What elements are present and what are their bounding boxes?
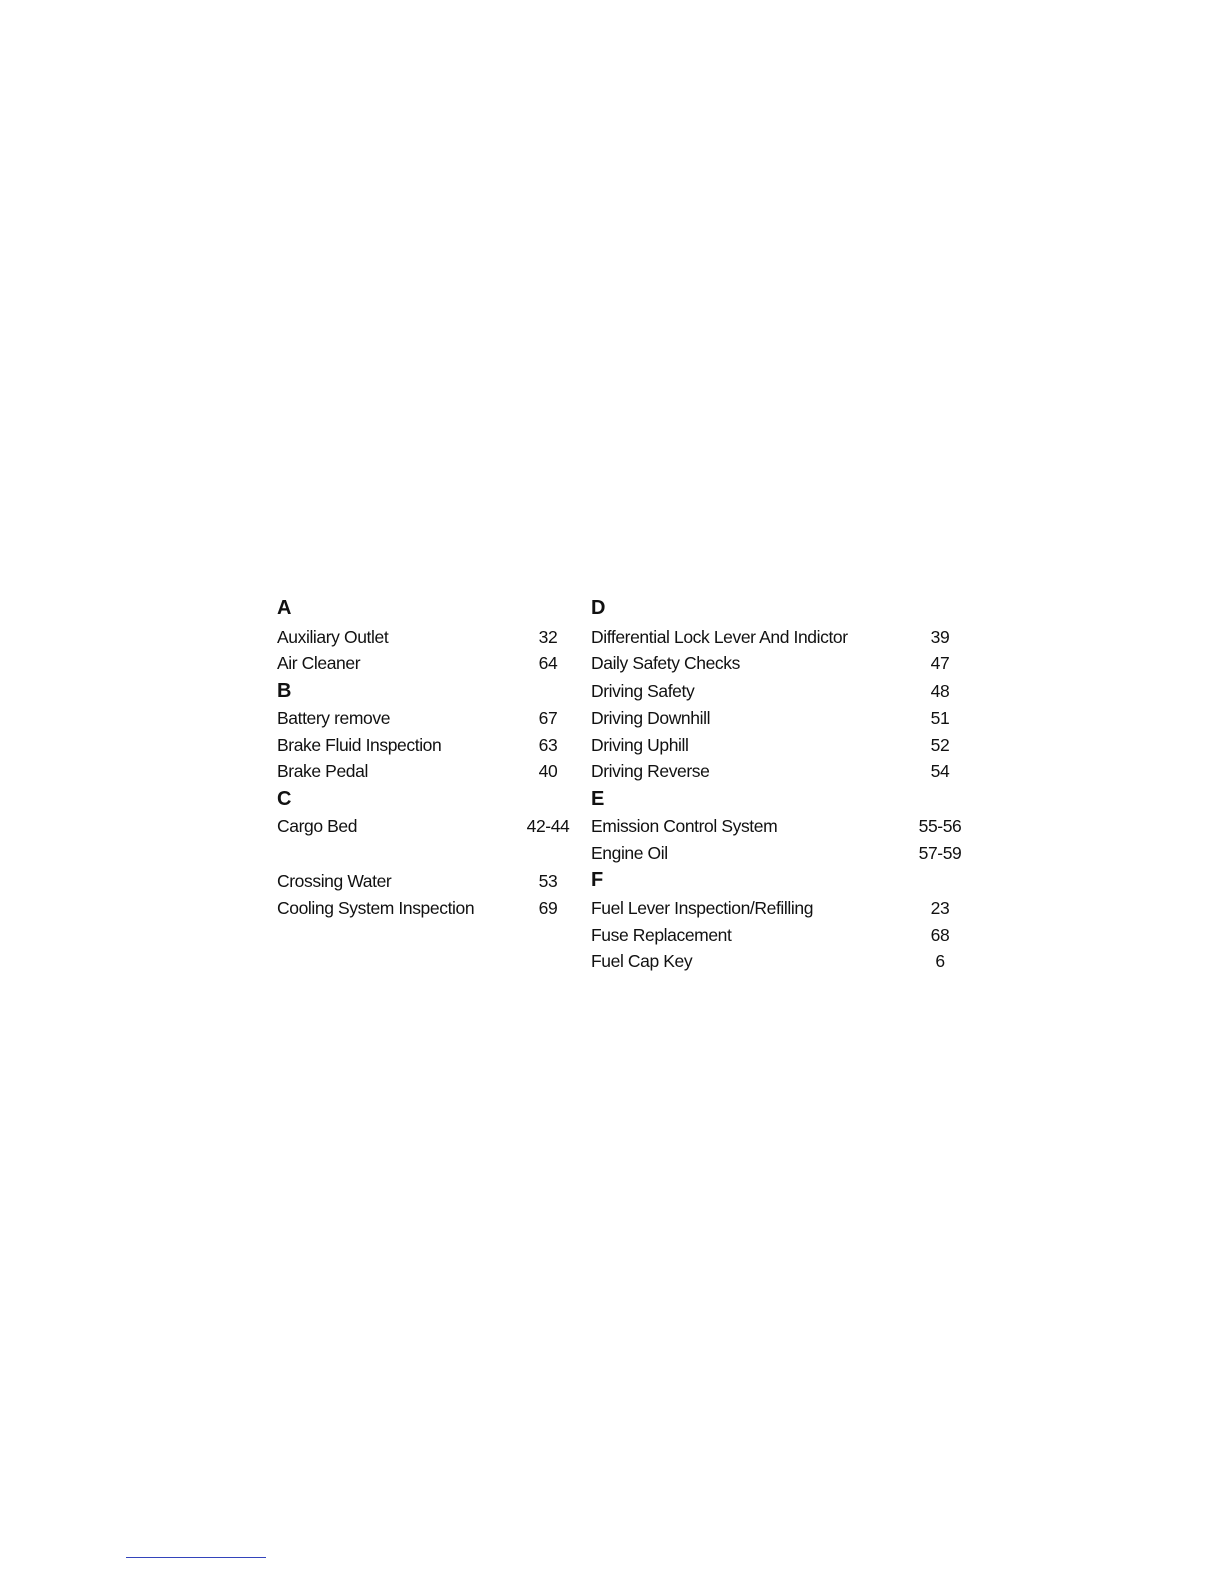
index-entry-page: 53 <box>538 871 558 891</box>
index-entry-label: Cargo Bed <box>277 816 358 836</box>
footnote-separator-line <box>126 1557 266 1558</box>
index-entry-label: Engine Oil <box>591 843 668 863</box>
index-letter-c: C <box>277 788 292 810</box>
index-entry-label: Daily Safety Checks <box>591 653 740 673</box>
index-entry-label: Brake Fluid Inspection <box>277 735 442 755</box>
index-entry-label: Driving Uphill <box>591 735 689 755</box>
index-entry-page: 52 <box>930 735 950 755</box>
index-letter-f: F <box>591 869 604 891</box>
index-entry-page: 42-44 <box>526 816 570 836</box>
index-letter-e: E <box>591 788 605 810</box>
index-entry-label: Fuse Replacement <box>591 925 732 945</box>
index-entry-page: 63 <box>538 735 558 755</box>
index-entry-label: Fuel Lever Inspection/Refilling <box>591 898 814 918</box>
index-entry-page: 39 <box>930 627 950 647</box>
index-entry-page: 40 <box>538 761 558 781</box>
index-entry-label: Cooling System Inspection <box>277 898 475 918</box>
index-entry-label: Air Cleaner <box>277 653 361 673</box>
index-entry-label: Fuel Cap Key <box>591 951 693 971</box>
index-entry-label: Crossing Water <box>277 871 392 891</box>
index-entry-label: Auxiliary Outlet <box>277 627 389 647</box>
index-entry-page: 68 <box>930 925 950 945</box>
index-entry-label: Driving Downhill <box>591 708 711 728</box>
index-entry-page: 51 <box>930 708 950 728</box>
index-entry-label: Driving Reverse <box>591 761 710 781</box>
index-entry-page: 48 <box>930 681 950 701</box>
alphabetical-index <box>277 596 977 986</box>
index-entry-page: 54 <box>930 761 950 781</box>
index-entry-label: Driving Safety <box>591 681 695 701</box>
index-letter-a: A <box>277 597 292 619</box>
index-entry-page: 47 <box>930 653 950 673</box>
index-entry-page: 55-56 <box>918 816 962 836</box>
index-letter-d: D <box>591 597 606 619</box>
index-entry-page: 69 <box>538 898 558 918</box>
index-entry-label: Brake Pedal <box>277 761 368 781</box>
index-entry-page: 57-59 <box>918 843 962 863</box>
index-entry-page: 64 <box>538 653 558 673</box>
index-entry-page: 6 <box>935 951 945 971</box>
index-entry-page: 67 <box>538 708 558 728</box>
index-entry-label: Emission Control System <box>591 816 778 836</box>
index-entry-page: 32 <box>538 627 558 647</box>
index-entry-label: Differential Lock Lever And Indictor <box>591 627 848 647</box>
index-entry-label: Battery remove <box>277 708 391 728</box>
index-letter-b: B <box>277 680 292 702</box>
index-entry-page: 23 <box>930 898 950 918</box>
